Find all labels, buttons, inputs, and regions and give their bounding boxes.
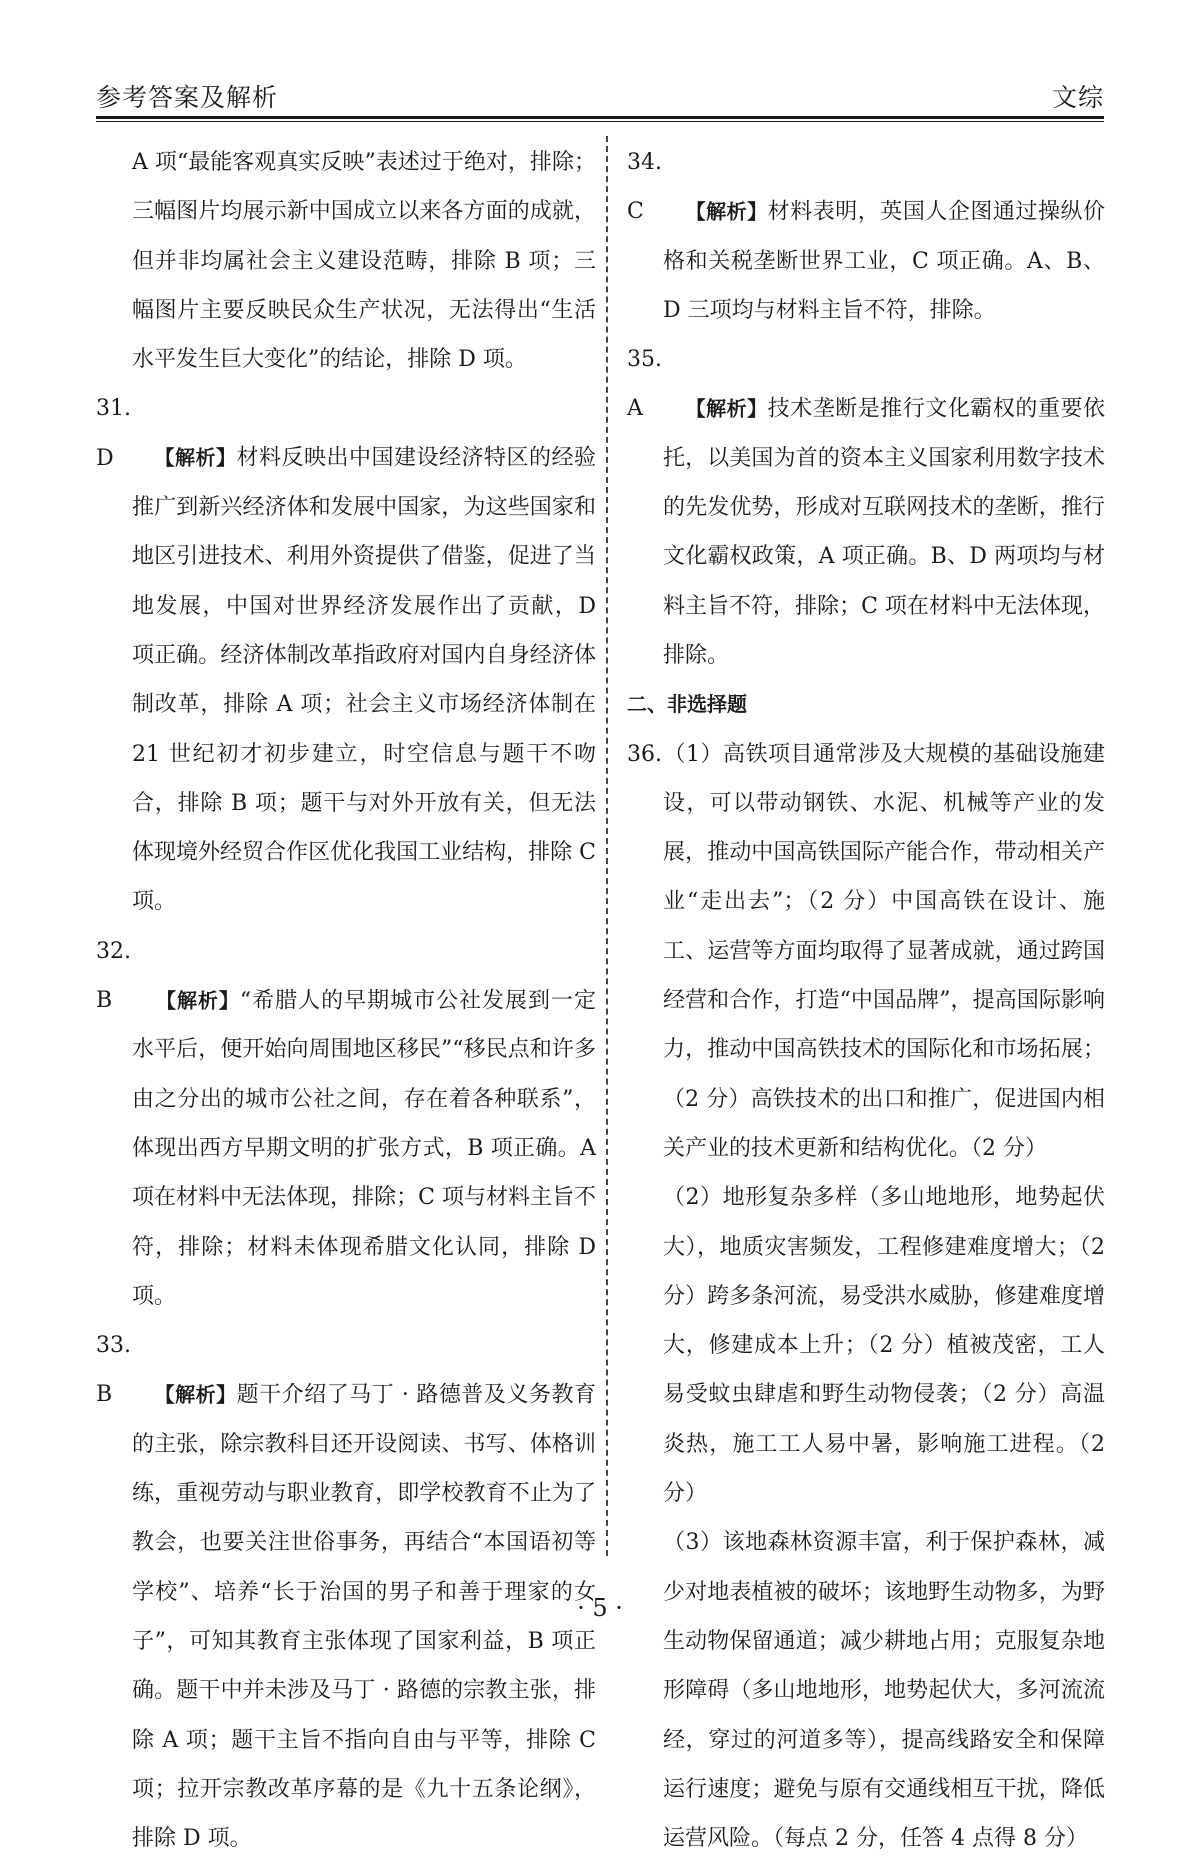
answer-number: 32. B bbox=[96, 938, 131, 1014]
answer-continuation: A 项“最能客观真实反映”表述过于绝对，排除；三幅图片均展示新中国成立以来各方面的成就，但并非均属社会主义建设范畴，排除 B 项；三幅图片主要反映民众生产状况，无法得出“生活水平发生巨大变化”的结论，排除 D 项。 bbox=[132, 150, 596, 373]
answer-number: 34. C bbox=[627, 150, 662, 225]
answer-number: 35. A bbox=[627, 347, 662, 422]
answer-33 bbox=[96, 1321, 596, 1863]
header-subject: 文综 bbox=[1051, 83, 1104, 112]
page-number: · 5 · bbox=[577, 1594, 623, 1622]
answer-number: 33. B bbox=[96, 1333, 131, 1408]
column-divider bbox=[606, 136, 608, 1556]
analysis-label: 【解析】 bbox=[154, 1382, 237, 1407]
answer-number: 31. D bbox=[96, 396, 131, 471]
header-rule-thin bbox=[96, 121, 1104, 122]
analysis-label: 【解析】 bbox=[154, 445, 237, 470]
answer-34 bbox=[627, 138, 1105, 335]
page-header bbox=[96, 72, 1104, 112]
analysis-label: 【解析】 bbox=[685, 396, 768, 421]
analysis-label: 【解析】 bbox=[685, 199, 768, 224]
answer-36-part-3: （3）该地森林资源丰富，利于保护森林，减少对地表植被的破坏；该地野生动物多，为野生动物保留通道；减少耕地占用；克服复杂地形障碍（多山地地形，地势起伏大，多河流流经，穿过的河道多等），提高线路安全和保障运行速度；避免与原有交通线相互干扰，降低运营风险。（每点 2 分，任答 4 点得 8 分） bbox=[663, 1530, 1105, 1852]
answer-text: 题干介绍了马丁 · 路德普及义务教育的主张，除宗教科目还开设阅读、书写、体格训练，重视劳动与职业教育，即学校教育不止为了教会，也要关注世俗事务，再结合“本国语初等学校”、培养“长于治国的男子和善于理家的女子”，可知其教育主张体现了国家利益，B 项正确。题干中并未涉及马丁 · 路德的宗教主张，排除 A 项；题干主旨不指向自由与平等，排除 C 项；拉开宗教改革序幕的是《九十五条论纲》，排除 D 项。 bbox=[132, 1382, 597, 1852]
answer-36-part-1 bbox=[627, 730, 1105, 1174]
answer-31 bbox=[96, 384, 596, 926]
answer-36-part-2: （2）地形复杂多样（多山地地形，地势起伏大），地质灾害频发，工程修建难度增大；（2 分）跨多条河流，易受洪水威胁，修建难度增大，修建成本上升；（2 分）植被茂密，工人易受蚊虫肆虐和野生动物侵袭；（2 分）高温炎热，施工工人易中暑，影响施工进程。（2 分） bbox=[663, 1185, 1105, 1507]
answer-32 bbox=[96, 927, 596, 1321]
answer-35 bbox=[627, 335, 1105, 680]
answer-text: 技术垄断是推行文化霸权的重要依托，以美国为首的资本主义国家利用数字技术的先发优势，形成对互联网技术的垄断，推行文化霸权政策，A 项正确。B、D 两项均与材料主旨不符，排除；C 项在材料中无法体现，排除。 bbox=[663, 396, 1106, 668]
answer-text: 材料反映出中国建设经济特区的经验推广到新兴经济体和发展中国家，为这些国家和地区引进技术、利用外资提供了借鉴，促进了当地发展，中国对世界经济发展作出了贡献，D 项正确。经济体制改革指政府对国内自身经济体制改革，排除 A 项；社会主义市场经济体制在 21 世纪初才初步建立，时空信息与题干不吻合，排除 B 项；题干与对外开放有关，但无法体现境外经贸合作区优化我国工业结构，排除 C 项。 bbox=[132, 445, 596, 915]
section-heading: 二、非选择题 bbox=[627, 692, 747, 717]
answer-number: 36. bbox=[627, 741, 662, 767]
answer-text: （1）高铁项目通常涉及大规模的基础设施建设，可以带动钢铁、水泥、机械等产业的发展，推动中国高铁国际产能合作，带动相关产业“走出去”；（2 分）中国高铁在设计、施工、运营等方面均取得了显著成就，通过跨国经营和合作，打造“中国品牌”，提高国际影响力，推动中国高铁技术的国际化和市场拓展；（2 分）高铁技术的出口和推广，促进国内相关产业的技术更新和结构优化。（2 分） bbox=[663, 741, 1105, 1161]
analysis-label: 【解析】 bbox=[155, 988, 240, 1013]
header-title: 参考答案及解析 bbox=[96, 83, 279, 112]
answer-text: 材料表明，英国人企图通过操纵价格和关税垄断世界工业，C 项正确。A、B、D 三项均与材料主旨不符，排除。 bbox=[663, 199, 1106, 323]
answer-text: “希腊人的早期城市公社发展到一定水平后，便开始向周围地区移民”“移民点和许多由之分出的城市公社之间，存在着各种联系”，体现出西方早期文明的扩张方式，B 项正确。A 项在材料中无法体现，排除；C 项与材料主旨不符，排除；材料未体现希腊文化认同，排除 D 项。 bbox=[132, 988, 597, 1309]
header-rule bbox=[96, 116, 1104, 119]
